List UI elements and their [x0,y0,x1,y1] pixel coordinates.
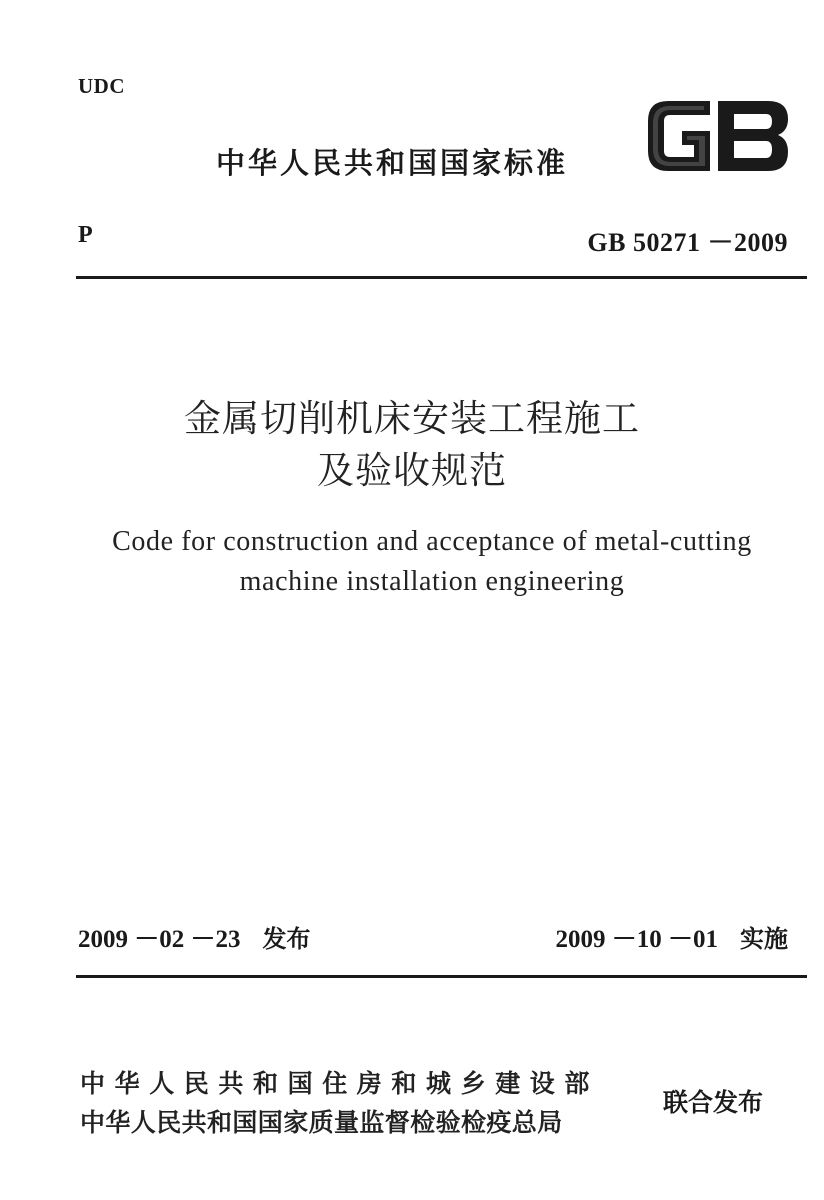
issue-date-value: 2009 －02 －23 [78,926,241,953]
standard-number: GB 50271 －2009 [587,228,788,257]
title-chinese-line-1: 金属切削机床安装工程施工 [184,397,640,440]
issuer-administration: 中华人民共和国国家质量监督检验检疫总局 [80,1108,563,1137]
top-divider [76,276,807,279]
gb-logo [644,97,792,175]
effective-date-label: 实施 [740,925,788,953]
classification-code: P [78,222,93,248]
effective-date-value: 2009 －10 －01 [555,926,718,953]
joint-issue-label: 联合发布 [663,1088,764,1117]
issuer-ministry: 中华人民共和国住房和城乡建设部 [80,1069,600,1098]
effective-date [555,919,788,955]
bottom-divider [76,975,807,978]
title-english-line-2: machine installation engineering [239,566,625,597]
title-english-line-1: Code for construction and acceptance of metal-cutting [112,526,752,557]
issue-date [78,919,311,955]
title-chinese [0,393,824,497]
gb-logo-text: GB [644,97,646,98]
title-chinese-line-2: 及验收规范 [317,449,507,492]
national-standard-heading: 中华人民共和国国家标准 [216,146,569,180]
gb-logo-mark [648,101,788,171]
title-english [0,522,824,602]
issue-date-label: 发布 [262,925,311,953]
udc-label: UDC [78,74,125,98]
